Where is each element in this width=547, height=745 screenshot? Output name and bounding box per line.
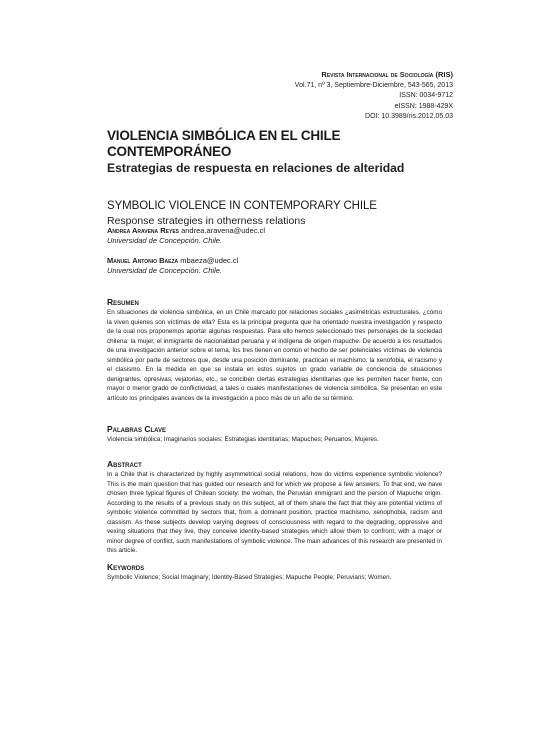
- title-block: [107, 128, 457, 229]
- resumen-section: [107, 297, 442, 403]
- keywords-text: Symbolic Violence; Social Imaginary; Identity-Based Strategies; Mapuche People; Peruvians; Women.: [107, 574, 392, 581]
- author-email[interactable]: mbaeza@udec.cl: [180, 256, 239, 265]
- journal-volume: Vol.71, nº 3, Septiembre-Diciembre, 543-565, 2013: [294, 81, 453, 89]
- author-2: [107, 256, 238, 276]
- abstract-section: [107, 459, 442, 556]
- keywords-section: [107, 562, 442, 583]
- abstract-heading: Abstract: [107, 459, 142, 469]
- resumen-text: En situaciones de violencia simbólica, en un Chile marcado por relaciones sociales ¿asimétricas estructurales, ¿cómo la viven quienes son víctimas de ella? Esta es la principal pregunta que ha orientado nuestra investigación y respecto de la cual nos proponemos aportar algunas respuestas. Para ello hemos seleccionado tres personajes de la sociedad chilena: la mujer, el inmigrante de nacionalidad peruana y el indígena de origen mapuche. De acuerdo a los resultados de una investigación anterior sobre el tema, los tres tienen en común el hecho de ser potenciales víctimas de violencia simbólica por parte de sectores que, desde una posición dominante, practican el machismo, la xenofobia, el racismo y el clasismo. En la medida en que se instala en estos sujetos un grado variable de conciencia de situaciones denigrantes, opresivas, vejatorias, etc., se conciben ciertas estrategias identitarias que les permiten hacer frente, con mayor o menor grado de conflictividad, a tales o cuales manifestaciones de violencia simbólica. Se presentan en este artículo los principales avances de la investigación a poco más de un año de su término.: [107, 309, 442, 402]
- title-spanish: VIOLENCIA SIMBÓLICA EN EL CHILE CONTEMPORÁNEO: [107, 128, 341, 159]
- journal-header: [295, 70, 453, 123]
- resumen-heading: Resumen: [107, 297, 139, 307]
- author-name: Andrea Aravena Reyes: [107, 226, 179, 235]
- journal-doi: DOI: 10.3989/ris.2012.05.03: [365, 113, 453, 120]
- palabras-clave-text: Violencia simbólica; Imaginarios sociales; Estrategias identitarias; Mapuches; Peruanos; Mujeres.: [107, 436, 379, 443]
- subtitle-english: Response strategies in otherness relations: [107, 215, 306, 227]
- journal-issn: ISSN: 0034-9712: [399, 92, 453, 99]
- subtitle-spanish: Estrategias de respuesta en relaciones de alteridad: [107, 161, 405, 175]
- palabras-clave-heading: Palabras Clave: [107, 424, 167, 434]
- journal-eissn: eISSN: 1988-429X: [394, 102, 453, 110]
- journal-name: Revista Internacional de Sociología (RIS): [321, 70, 453, 79]
- author-institution: Universidad de Concepción. Chile.: [107, 266, 223, 275]
- keywords-heading: Keywords: [107, 562, 145, 572]
- author-institution: Universidad de Concepción. Chile.: [107, 236, 223, 245]
- author-1: [107, 226, 265, 246]
- author-email[interactable]: andrea.aravena@udec.cl: [181, 226, 266, 235]
- abstract-text: In a Chile that is characterized by highly asymmetrical social relations, how do victims experience symbolic violence? This is the main question that has guided our research and for which we propose a few answers. To that end, we have chosen three typical figures of Chilean society: the woman, the Peruvian immigrant and the person of Mapuche origin. According to the results of a previous study on this subject, all of them share the fact that they are potential victims of symbolic violence committed by sectors that, from a dominant position, practice machismo, xenophobia, racism and classism. As these subjects develop varying degrees of consciousness with regard to the degrading, oppressive and vexing situations that they live, they conceive identity-based strategies which allow them to confront, with a major or minor degree of conflict, such manifestations of symbolic violence. The main advances of this research are presented in this article.: [107, 471, 442, 554]
- author-name: Manuel Antonio Baeza: [107, 256, 179, 265]
- title-english: SYMBOLIC VIOLENCE IN CONTEMPORARY CHILE: [107, 200, 377, 212]
- palabras-clave-section: [107, 424, 442, 445]
